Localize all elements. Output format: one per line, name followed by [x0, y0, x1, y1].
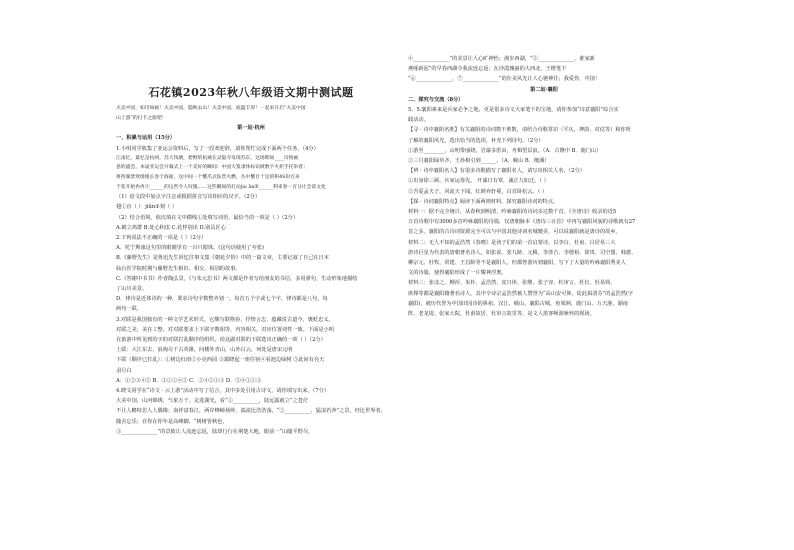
right-column: [408, 54, 680, 319]
material-2: 材料二：无人不知的孟浩然《春晓》是孩子们的第一首启蒙诗。以李白、杜甫、白居易三大: [408, 239, 616, 246]
q2-option-b: B.《藤野先生》是鲁迅先生回忆往事文集《朝花夕拾》中的一篇文章，主要记叙了自己在日本: [116, 255, 329, 262]
block-3-heading: 【探 · 诗词襄阳特点】阅读下面两则材料，探究襄阳诗词的特点。: [408, 198, 559, 205]
q2-option-c-cont: 了山川美景。: [116, 286, 148, 292]
block-2-item: ②吾爱孟夫子，风流天下闻。红颜弃轩冕，白首卧松云。（ ）: [408, 188, 548, 195]
question-3: 3.对联是我国独有的一种文学艺术形式，它颇写联格协、抒情言志，蕴藏说古道今、褒贬忠义。: [116, 316, 334, 323]
question-1: 1.小明同学收集了亚运会资料后，写了一段欢迎辞，请你帮忙完成下面两个任务。（4分）: [116, 145, 319, 152]
material-2-cont: 文的诗篇，使得襄阳形成了一片耀神涅奥。: [408, 270, 507, 277]
question-3-cont: 对联之美，美在工整。对对联要求上下联字数相等，内容相关，对应位置词性一致。下面是小明: [116, 326, 334, 333]
material-2-cont: 柳宗元、杜牧、常建、王昌龄等不是襄阳人，但都曾游历到襄阳，写下了大量的吟咏襄阳秀美人: [408, 260, 626, 267]
block-2-item: ①出身徐三顾，兵家运筹先。 开诚日有覃，诚正九如迁。（ ）: [408, 178, 549, 185]
intro-line-2: 山上游”的打卡之旅吧！: [116, 115, 167, 121]
q4-passage-line: ③______________”的景致让人流连忘返，陆却行行在荆楚大地，眼前一“山随平野尽，: [116, 428, 314, 435]
q1-sub-2: （2）结合语境，依次填在文中横线①处填写词语，最恰当的一项是（ ）（2分）: [116, 214, 299, 221]
q1-passage-line: 意的盛会。本届亚运会开幕式上一个美好的瞬间：中国大篆隶体标识被数字火炬手托举着；: [116, 165, 308, 171]
material-3-cont: 阵、老龙堤、张家大院、杜甫故居、杜审言故里等，是文人墨客畅游咏怀的现场。: [408, 311, 595, 318]
q3-lower-couplet-cont: 羽月白: [116, 367, 132, 374]
q1-sub-1: （1）给文段中加点字注音或根据拼音写出相应的汉字。（2分）: [116, 194, 261, 201]
intro-line-1: 夫美中国，如诗如画！夫美中国，隐秋去山！夫美中国，底蕴丰厚！一起来开启“夫美中国: [116, 106, 306, 111]
block-1-heading: 【寻 · 诗中襄阳名胜】有关襄阳的诗词数不胜数，请结合诗歌常识（平仄、押韵、对仗等）和你所: [408, 127, 631, 134]
block-2-heading: 【辨 · 诗中襄阳名人】有很多诗歌描写了襄阳名人，请写出相关人名。（2分）: [408, 168, 585, 175]
q4-continued-line: ④______________”的美景让人心旷神怡；漫步西湖，“⑤______________，谁家新: [408, 56, 595, 62]
page-title: 石花镇2023年秋八年级语文期中测试题: [148, 86, 354, 99]
section-1-heading: 一、积累与运用（15分）: [116, 135, 176, 142]
q3-lower-couplet: 下联（顺序已打乱）：①树边红雨②小亮西园 ③霸晓起一座住宿④看池边绿树 ⑤此间有亮天: [116, 357, 325, 364]
q4-continued-line: “⑥______________，⑦______________”的壮美风光让人心驰神往；我爱你，中国！: [408, 76, 601, 83]
station-1-heading: 第一站·杭州: [237, 125, 265, 132]
q2-option-d-cont: 两句一联。: [116, 306, 142, 313]
question-3-cont: 在旅游中所见到的字的对联打乱顺序的组织，给这副对联的下联选出正确的一项（ ）（2分）: [116, 337, 326, 344]
material-3-cont: 席撑等都是襄阳籍著名诗人，其中辛诗宗孟浩然被人赞誉为“高山安可仰，徒此揖清芬”的孟浩然(字: [408, 290, 634, 297]
question-5-cont: 践活动。: [408, 117, 429, 124]
question-4: 4.晓文同学在“诗文 · 云上游”活动中写了信言，其中多处引用古诗文，请你填写出来。（7分）: [116, 388, 330, 395]
q1-sub-1-blanks: 翅①盲（ ） jiǔn②刻（ ）: [116, 204, 178, 211]
block-1-item: ②三月襄阳绿草齐，王孙相引到______。（A．岘山 B．檀溪）: [408, 158, 550, 165]
q1-passage-line: 于花开始冉冉③______的这些令人叹服……这些瞬间的打动jiu ān②______利来春一百分让会读文化: [116, 184, 326, 190]
material-1: 材料一：据不完全统计，从春秋到明清，吟咏襄阳的诗词多达数千首。《全唐诗》收录的近5: [408, 209, 617, 216]
block-1-item: ①游至________，山明带丽娆。岩瀑多匿由，舟楫望层浪。（A．古隆中 B．鹿门山）: [408, 147, 602, 154]
q1-passage-line: 江南忆，最忆是杭州。苏大钱塘，碧野的杭城在灵隐寺发现苏东，这场期间____诗情画: [116, 155, 299, 161]
material-1-cont: 首之多。襄阳的古诗词资源完全可以与中国其他诗词名城媲美，可以说襄阳就是唐诗的故乡。: [408, 229, 621, 236]
q2-option-c: C.《答谢中书书》作者陶弘景，《与朱元思书》两文都是作者写给朋友的书信，多用骈句，生动形象地描绘: [116, 275, 358, 282]
section-2-heading: 二、探究与交流（8分）: [408, 96, 464, 103]
q1-options: A.鹤立鸡群 B.处心积虑 C.花样别出 D.别具匠心: [116, 224, 226, 231]
material-3: 材料三：张彦之、柳浑、朱朴、孟浩然、皮日休、张继、张子容、杜审言、杜位、杜易简、: [408, 280, 616, 287]
question-2: 2.下列说法不正确的一项是（ ）（2分）: [116, 234, 207, 241]
material-1-cont: 万首诗歌中有3000多首吟咏襄阳的诗篇，仅唐朝脉本《唐诗三百首》中再写襄阳风貌的诗歌就有27: [408, 219, 636, 226]
q4-passage-line: 不让人略特思人人偶像；南祥富春江，两岸峰嶂扬岭，湍流比浩浩荡，“②__________，猛浪若奔”之景，经比世界者，随舍忘乐；在你在你年是高峰脚，“树树皆秋色，: [116, 408, 386, 425]
q4-passage-line: 大美中国，山河锦绣，气象万千。走进湖光，看“①__________，陆远露就立”之苍茫: [116, 398, 309, 405]
question-5: 5、5.襄阳素来是兵家必争之地，更是很多诗文大家笔下的宝地，请你参加“诗意襄阳”综合实: [408, 107, 619, 114]
left-column: [116, 104, 386, 437]
q2-option-b-cont: 仙台医学院时期与藤野先生相识、相交、相别的故事。: [116, 265, 241, 272]
q4-continued-line: 燕啄新泥”的早春西湖令我流连忘返；在沙漠瑰丽的大西北，王维笔下: [408, 66, 567, 73]
station-2-heading: 第二站·襄阳: [530, 86, 558, 93]
block-1-heading-cont: 了解的襄阳风光，选出恰当的选项，补充下列诗句。（2分）: [408, 137, 544, 144]
q2-option-d: D．律诗是近体诗的一种，要求诗句字数整齐划一，每首五个字或七个字，律诗都是八句，每: [116, 296, 328, 303]
q2-option-a: A．托宁斯康这句里的眼睛里有一百只眼珠。(这句话使用了夸张): [116, 245, 264, 252]
material-2-cont: 唐诗巨星为代表的唐朝著名诗人，如张说、张九龄、元稹、李涉吉、李德裕、徐贵、司空图、韩愈、: [408, 249, 637, 256]
q3-options: A．①②③④⑤ B．③①②④⑤ C．②④⑤①③ D．⑤④①②③: [116, 377, 262, 384]
q1-passage-line: 将西湖景致缓缓长卷于海面，这中间一个蟹爪式钻营火燃，丛中蟹目十足的和4S份百来: [116, 174, 300, 180]
material-3-cont: 襄阳)，被历代誉为中国田园诗的鼻祖。汉江、岘山、襄阳古城、鱼梁洲、鹿门山、万天港、湖南: [408, 300, 628, 307]
q3-upper-couplet: 上联：大江东去，浪淘尽千古英雄，问楼外青山，山外白云，何处是唐宋元明: [116, 347, 293, 354]
